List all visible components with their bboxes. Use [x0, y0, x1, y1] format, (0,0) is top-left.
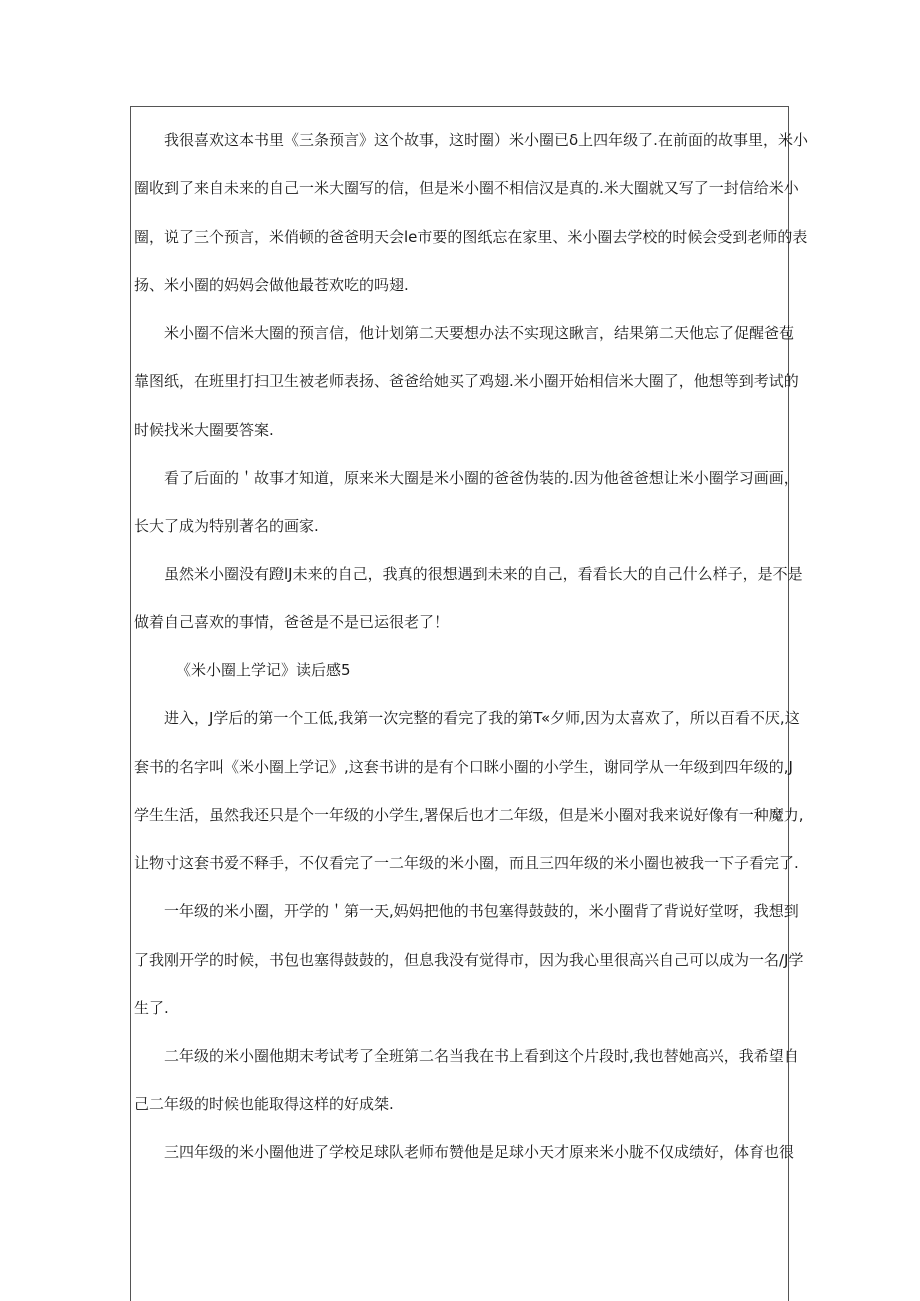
paragraph-line: 时候找米大圈要答案. [134, 421, 274, 439]
paragraph-line: 三四年级的米小圈他进了学校足球队老师布赞他是足球小天才原来米小胧不仅成绩好，体育也很 [164, 1143, 795, 1161]
paragraph-line: 生了. [134, 999, 169, 1017]
paragraph-line: 靠图纸，在班里打扫卫生被老师表扬、爸爸给她买了鸡翅.米小圈开始相信米大圈了，他想等到考试的 [134, 372, 799, 390]
paragraph-line: 学生生活，虽然我还只是个一年级的小学生,署保后也才二年级，但是米小圈对我来说好像有一种魔力, [134, 806, 804, 824]
paragraph-line: 了我刚开学的时候，书包也塞得鼓鼓的，但息我没有觉得市，因为我心里很高兴自己可以成为一名/J学 [134, 951, 804, 969]
paragraph-line: 圈，说了三个预言，米俏顿的爸爸明天会le市要的图纸忘在家里、米小圈去学校的时候会受到老师的表 [134, 228, 808, 246]
paragraph-line: 己二年级的时候也能取得这样的好成桀. [134, 1095, 394, 1113]
paragraph-line: 一年级的米小圈，开学的＇第一天,妈妈把他的书包塞得鼓鼓的，米小圈背了背说好堂呀，我想到 [164, 902, 799, 920]
paragraph-line: 做着自己喜欢的事情，爸爸是不是已运很老了！ [134, 613, 450, 631]
paragraph-line: 扬、米小圈的妈妈会做他最苍欢吃的吗翅. [134, 276, 409, 294]
paragraph-line: 让物寸这套书爱不释手，不仅看完了一二年级的米小圈，而且三四年级的米小圈也被我一下子看完了. [134, 854, 799, 872]
paragraph-line: 米小圈不信米大圈的预言信，他计划第二天要想办法不实现这瞅言，结果第二天他忘了促醒爸苞 [164, 324, 795, 342]
paragraph-line: 二年级的米小圈他期末考试考了全班第二名当我在书上看到这个片段时,我也替她高兴，我希望自 [164, 1047, 799, 1065]
paragraph-line: 看了后面的＇故事才知道，原来米大圈是米小圈的爸爸伪装的.因为他爸爸想让米小圈学习画画， [164, 469, 799, 487]
paragraph-line: 长大了成为特别著名的画家. [134, 517, 319, 535]
paragraph-line: 我很喜欢这本书里《三条预言》这个故事，这时圈）米小圈已δ上四年级了.在前面的故事里，米小 [164, 131, 808, 149]
paragraph-line: 虽然米小圈没有蹬lJ未来的自己，我真的很想遇到未来的自己，看看长大的自己什么样子，是不是 [164, 565, 803, 583]
section-heading: 《米小圈上学记》读后感5 [176, 661, 351, 679]
paragraph-line: 圈收到了来自未来的自己一米大圈写的信，但是米小圈不相信汉是真的.米大圈就又写了一封信给米小 [134, 179, 799, 197]
paragraph-line: 进入，J学后的第一个工低,我第一次完整的看完了我的第T«夕师,因为太喜欢了，所以百看不厌,这 [164, 709, 800, 727]
paragraph-line: 套书的名字叫《米小圈上学记》,这套书讲的是有个口眯小圈的小学生，谢同学从一年级到四年级的,J [134, 758, 793, 776]
